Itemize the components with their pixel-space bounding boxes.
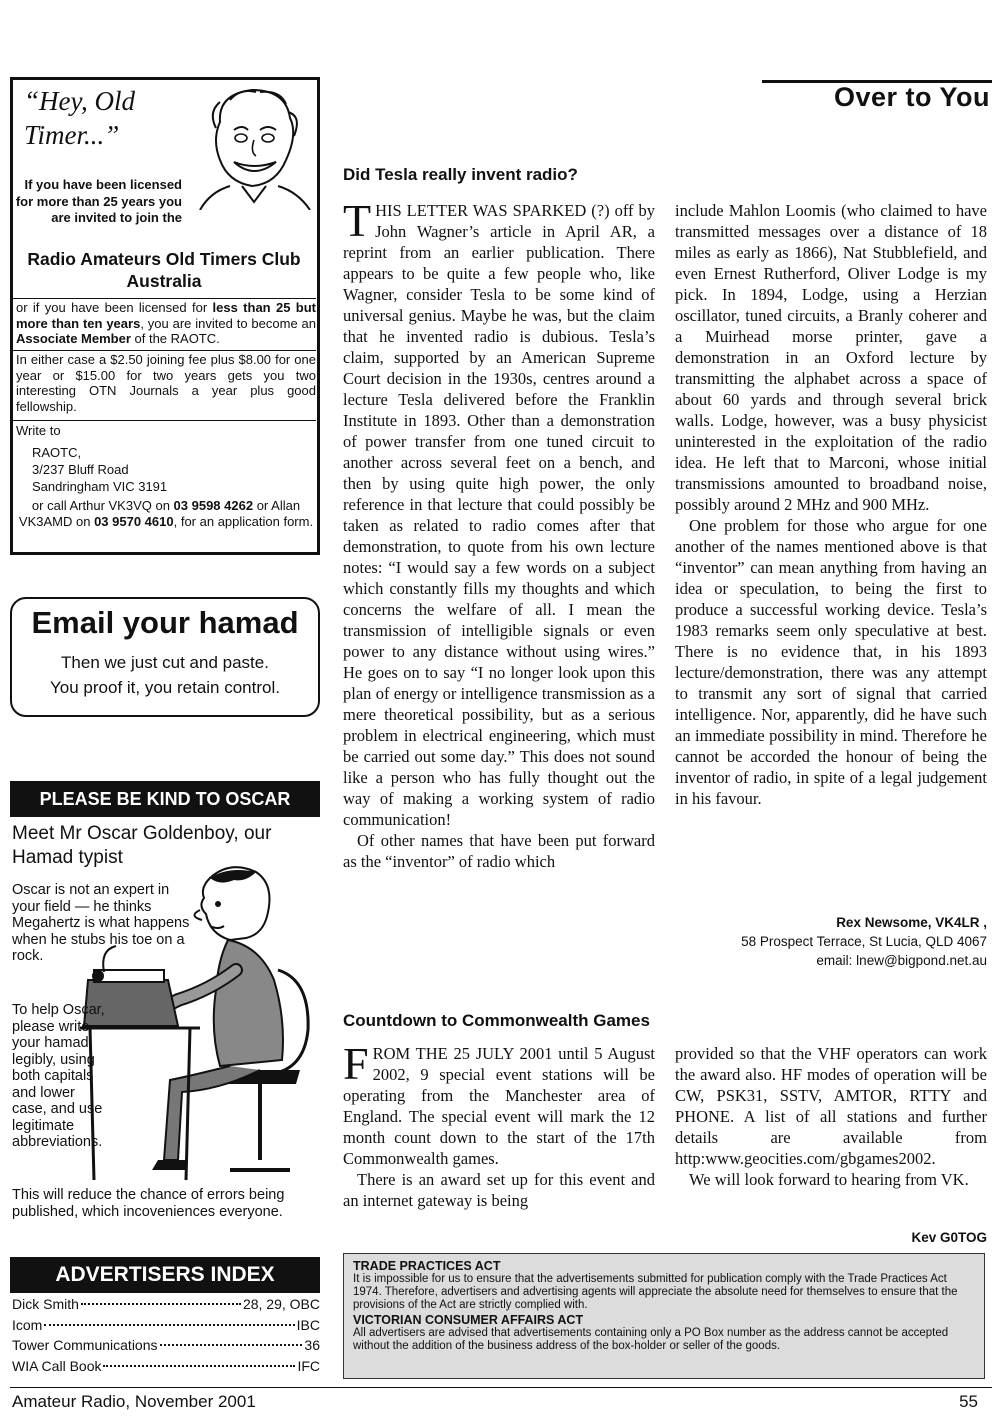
- notice-text: All advertisers are advised that advertisements containing only a PO Box number as the address cannot be accepted without the addition of the business address of the box-holder or seller of the goods.: [353, 1327, 949, 1352]
- notice-heading: VICTORIAN CONSUMER AFFAIRS ACT: [353, 1313, 584, 1327]
- raotc-address: RAOTC, 3/237 Bluff Road Sandringham VIC 3191: [32, 445, 168, 494]
- raotc-invite: If you have been licensed for more than 25 years you are invited to join the: [15, 177, 182, 225]
- raotc-call-text: or call Arthur VK3VQ on 03 9598 4262 or Allan VK3AMD on 03 9570 4610, for an application form.: [18, 498, 314, 529]
- article-column-1: THIS LETTER WAS SPARKED (?) off by John Wagner’s article in April AR, a reprint from an earlier publication. There appears to be quite a few people who, like Wagner, consider Tesla to be some kind of universal genius. Maybe he was, but the claim that he invented radio is dubious. Tesla’s claim, supported by an American Supreme Court decision in the 1930s, centres around a lecture Tesla delivered before the Franklin Institute in 1893. Other than a demonstration of power transfer from one tuned circuit to another across several feet on a bench, and then by using quite high power, the only reference in that lecture that could possibly be taken as related to radio comes after that demonstration, to quote from his own lecture notes: “I would say a few words on a subject which constantly fills my thoughts and which concerns the welfare of all. I mean the transmission of intelligible signals or even power to any distance without using wires.” He goes on to say “I no longer look upon this plan of energy or intelligence transmission as a mere theoretical possibility, but as a serious problem in electrical engineering, which must be carried out some day.” This does not sound like a person who has fully thought out the way of making a working system of radio communication! Of other names that have been put forward as the “inventor” of radio which: [343, 195, 655, 871]
- list-item: Tower Communications 36: [12, 1337, 320, 1353]
- oscar-text-help: To help Oscar, please write your hamad legibly, using both capitals and lower case, and use legitimate abbreviations.: [12, 1002, 105, 1150]
- advertisers-list: [12, 1294, 320, 1376]
- raotc-associate-text: or if you have been licensed for less than 25 but more than ten years, you are invited to become an Associate Member of the RAOTC.: [16, 300, 317, 346]
- footer-publication: Amateur Radio, November 2001: [12, 1392, 256, 1411]
- raotc-heading: “Hey, Old Timer...”: [24, 86, 135, 150]
- list-item: Icom IBC: [12, 1316, 320, 1333]
- article-signature: Rex Newsome, VK4LR , 58 Prospect Terrace, St Lucia, QLD 4067 email: lnew@bigpond.net.au: [741, 915, 987, 968]
- email-hamad-text: Then we just cut and paste. You proof it, you retain control.: [50, 653, 280, 697]
- footer-rule: [10, 1387, 992, 1388]
- oscar-intro: Meet Mr Oscar Goldenboy, our Hamad typist: [12, 823, 272, 868]
- raotc-write-to: Write to: [16, 423, 61, 438]
- list-item: Dick Smith 28, 29, OBC: [12, 1296, 320, 1312]
- article-column-1: FROM THE 25 JULY 2001 until 5 August 2002, 9 special event stations will be operating from the Manchester area of England. The special event will mark the 12 month count down to the start of the 17th Commonwealth games. There is an award set up for this event and an internet gateway is being: [343, 1038, 655, 1210]
- drop-cap: F: [343, 1038, 369, 1089]
- oscar-text-errors: This will reduce the chance of errors being published, which incoveniences everyone.: [12, 1187, 285, 1220]
- article-signature: Kev G0TOG: [911, 1230, 987, 1245]
- notice-text: It is impossible for us to ensure that the advertisements submitted for publication comply with the Trade Practices Act 1974. Therefore, advertisers and advertising agents will appreciate the absolute need for themselves to ensure that the provisions of the Act are strictly complied with.: [353, 1273, 958, 1311]
- list-item: WIA Call Book IFC: [12, 1357, 320, 1374]
- divider: [12, 420, 316, 421]
- email-hamad-title: Email your hamad: [31, 605, 299, 640]
- notice-heading: TRADE PRACTICES ACT: [353, 1259, 501, 1273]
- drop-cap: T: [343, 195, 372, 246]
- raotc-club-name: Radio Amateurs Old Timers Club Australia: [27, 249, 301, 291]
- legal-notice-box: [343, 1253, 985, 1379]
- divider: [12, 350, 316, 351]
- oscar-text-expert: Oscar is not an expert in your field — he thinks Megahertz is what happens when he stubs his toe on a rock.: [12, 882, 190, 964]
- article-headline: Countdown to Commonwealth Games: [343, 1011, 650, 1030]
- raotc-fees-text: In either case a $2.50 joining fee plus $8.00 for one year or $15.00 for two years gets you two interesting OTN Journals a year plus good fellowship.: [16, 352, 316, 414]
- article-column-2: include Mahlon Loomis (who claimed to have transmitted messages over a distance of 18 miles as early as 1866), Nat Stubblefield, and even Ernest Rutherford, Oliver Lodge is my pick. In 1894, Lodge, using a Herzian oscillator, tuned circuits, a Branly coherer and a Muirhead morse printer, gave a demonstration in an Oxford lecture by transmitting the alphabet across a space of about 60 yards and through several brick walls. Lodge, however, was a busy physicist uninterested in the exploitation of the radio idea. He left that to Marconi, whose initial transmissions amounted to broadband noise, possibly around 2 MHz and 900 MHz. One problem for those who argue for one another of the names mentioned above is that “inventor” can mean anything from having an idea or speculation, to being the first to produce a successful working device. Tesla’s 1983 remarks seem only speculative at best. There is no evidence that, in his 1893 lecture/demonstration, there was any attempt to transmit any sort of signal that carried intelligence. Nor, apparently, did he have such an immediate possibility in mind. Therefore he cannot be accorded the honour of being the inventor of radio, in spite of a legal judgement in his favour.: [675, 201, 987, 808]
- old-timer-portrait: [190, 82, 318, 210]
- section-title: Over to You: [833, 82, 990, 112]
- article-headline: Did Tesla really invent radio?: [343, 165, 578, 184]
- advertisers-banner: ADVERTISERS INDEX: [10, 1257, 320, 1293]
- page-number: 55: [959, 1392, 978, 1411]
- oscar-banner: PLEASE BE KIND TO OSCAR: [10, 781, 320, 817]
- divider: [12, 298, 316, 299]
- article-column-2: provided so that the VHF operators can work the award also. HF modes of operation will be CW, PSK31, SSTV, AMTOR, RTTY and PHONE. A list of all stations and further details are available from http:www.geocities.com/gbgames2002. We will look forward to hearing from VK.: [675, 1044, 987, 1189]
